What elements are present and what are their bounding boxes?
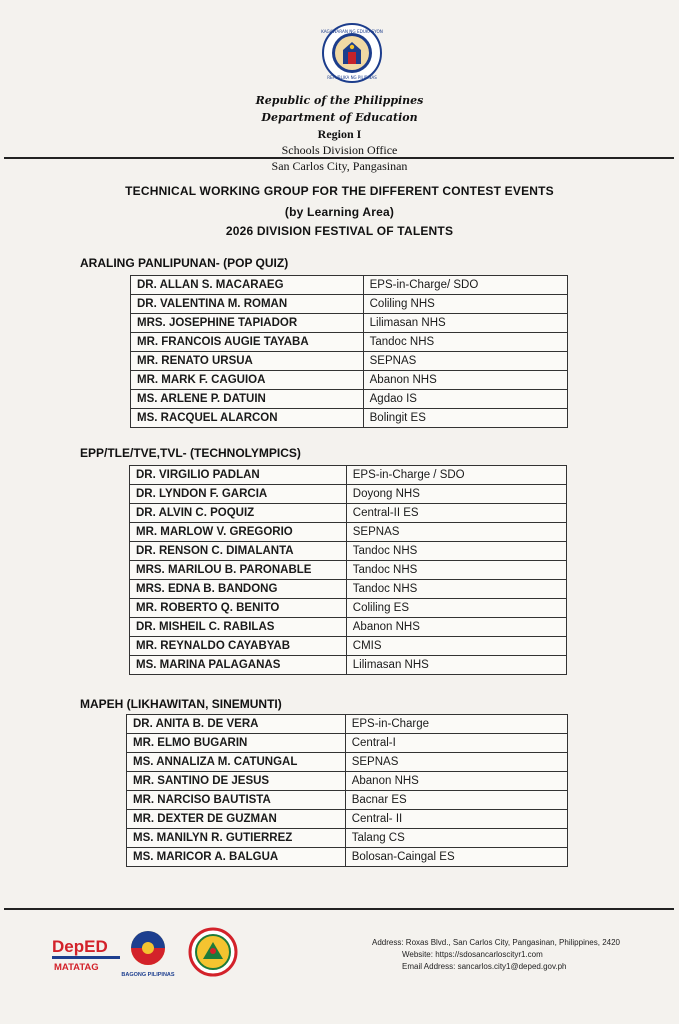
member-assignment: Central- II <box>345 810 567 829</box>
table-row <box>130 523 567 542</box>
member-name: MR. ROBERTO Q. BENITO <box>130 599 347 618</box>
table-row <box>130 561 567 580</box>
member-assignment: CMIS <box>346 637 566 656</box>
table-row <box>127 734 568 753</box>
header-divider <box>4 157 674 159</box>
deped-matatag-logo <box>52 937 120 973</box>
table-row <box>127 791 568 810</box>
bagong-pilipinas-logo <box>121 931 175 978</box>
member-assignment: Abanon NHS <box>363 371 567 390</box>
member-name: MS. RACQUEL ALARCON <box>131 409 364 428</box>
member-assignment: Abanon NHS <box>346 618 566 637</box>
member-assignment: Coliling NHS <box>363 295 567 314</box>
footer-email: Email Address: sancarlos.city1@deped.gov.ph <box>402 962 567 971</box>
member-name: MR. ELMO BUGARIN <box>127 734 346 753</box>
member-assignment: Lilimasan NHS <box>346 656 566 675</box>
section-heading-mapeh: MAPEH (LIKHAWITAN, SINEMUNTI) <box>80 697 282 711</box>
member-assignment: EPS-in-Charge / SDO <box>346 466 566 485</box>
member-name: MR. SANTINO DE JESUS <box>127 772 346 791</box>
member-name: DR. MISHEIL C. RABILAS <box>130 618 347 637</box>
member-assignment: Tandoc NHS <box>363 333 567 352</box>
member-name: MRS. EDNA B. BANDONG <box>130 580 347 599</box>
member-assignment: Tandoc NHS <box>346 561 566 580</box>
member-name: DR. ALVIN C. POQUIZ <box>130 504 347 523</box>
header-department: Department of Education <box>261 111 418 124</box>
doc-title-line2: (by Learning Area) <box>284 205 395 219</box>
table-row <box>130 637 567 656</box>
member-name: MS. ANNALIZA M. CATUNGAL <box>127 753 346 772</box>
table-row <box>130 504 567 523</box>
section-heading-araling-panlipunan: ARALING PANLIPUNAN- (POP QUIZ) <box>80 256 289 270</box>
table-mapeh <box>126 714 568 867</box>
seal-top-text: KAGAWARAN NG EDUKASYON <box>321 29 383 34</box>
member-name: MS. MARINA PALAGANAS <box>130 656 347 675</box>
member-assignment: EPS-in-Charge <box>345 715 567 734</box>
table-row <box>130 485 567 504</box>
member-name: MR. MARK F. CAGUIOA <box>131 371 364 390</box>
member-assignment: Doyong NHS <box>346 485 566 504</box>
member-assignment: Talang CS <box>345 829 567 848</box>
member-name: DR. VIRGILIO PADLAN <box>130 466 347 485</box>
table-row <box>131 333 568 352</box>
member-name: DR. LYNDON F. GARCIA <box>130 485 347 504</box>
table-row <box>130 599 567 618</box>
deped-seal-logo <box>321 22 383 84</box>
bagong-pilipinas-text: BAGONG PILIPINAS <box>121 972 175 978</box>
seal-bottom-text: REPUBLIKA NG PILIPINAS <box>327 75 377 80</box>
table-row <box>127 829 568 848</box>
member-name: DR. ANITA B. DE VERA <box>127 715 346 734</box>
member-name: MR. REYNALDO CAYABYAB <box>130 637 347 656</box>
member-assignment: Agdao IS <box>363 390 567 409</box>
member-name: MS. MANILYN R. GUTIERREZ <box>127 829 346 848</box>
table-row <box>127 810 568 829</box>
table-row <box>131 352 568 371</box>
member-assignment: Bacnar ES <box>345 791 567 810</box>
member-assignment: SEPNAS <box>363 352 567 371</box>
table-row <box>131 371 568 390</box>
table-row <box>131 314 568 333</box>
table-row <box>127 715 568 734</box>
member-name: MR. NARCISO BAUTISTA <box>127 791 346 810</box>
member-assignment: Bolingit ES <box>363 409 567 428</box>
header-city: San Carlos City, Pangasinan <box>271 159 408 173</box>
member-assignment: Central-I <box>345 734 567 753</box>
member-assignment: SEPNAS <box>346 523 566 542</box>
member-name: DR. RENSON C. DIMALANTA <box>130 542 347 561</box>
member-assignment: Central-II ES <box>346 504 566 523</box>
member-name: MR. RENATO URSUA <box>131 352 364 371</box>
member-name: DR. ALLAN S. MACARAEG <box>131 276 364 295</box>
table-row <box>131 390 568 409</box>
header-region: Region I <box>317 127 362 141</box>
table-row <box>130 580 567 599</box>
table-row <box>127 848 568 867</box>
member-assignment: Tandoc NHS <box>346 542 566 561</box>
section-heading-technolympics: EPP/TLE/TVE,TVL- (TECHNOLYMPICS) <box>80 446 301 460</box>
member-assignment: Bolosan-Caingal ES <box>345 848 567 867</box>
member-assignment: Lilimasan NHS <box>363 314 567 333</box>
table-row <box>130 618 567 637</box>
member-name: MRS. MARILOU B. PARONABLE <box>130 561 347 580</box>
doc-title-line3: 2026 DIVISION FESTIVAL OF TALENTS <box>225 224 454 238</box>
header-office: Schools Division Office <box>281 143 398 157</box>
member-assignment: EPS-in-Charge/ SDO <box>363 276 567 295</box>
table-row <box>127 772 568 791</box>
member-name: MR. MARLOW V. GREGORIO <box>130 523 347 542</box>
table-technolympics <box>129 465 567 675</box>
division-seal-logo <box>190 929 236 975</box>
member-name: DR. VALENTINA M. ROMAN <box>131 295 364 314</box>
table-row <box>131 276 568 295</box>
member-assignment: Coliling ES <box>346 599 566 618</box>
deped-wordmark: DepED <box>52 937 108 956</box>
table-araling-panlipunan <box>130 275 568 428</box>
member-assignment: Tandoc NHS <box>346 580 566 599</box>
doc-title-line1: TECHNICAL WORKING GROUP FOR THE DIFFERENT CONTEST EVENTS <box>125 184 554 198</box>
member-assignment: SEPNAS <box>345 753 567 772</box>
member-name: MR. DEXTER DE GUZMAN <box>127 810 346 829</box>
member-name: MS. MARICOR A. BALGUA <box>127 848 346 867</box>
table-row <box>127 753 568 772</box>
member-assignment: Abanon NHS <box>345 772 567 791</box>
footer-logos <box>50 924 250 984</box>
table-row <box>131 295 568 314</box>
table-row <box>130 656 567 675</box>
matatag-wordmark: MATATAG <box>54 962 99 973</box>
member-name: MRS. JOSEPHINE TAPIADOR <box>131 314 364 333</box>
table-row <box>130 466 567 485</box>
header-republic: Republic of the Philippines <box>255 94 424 107</box>
footer-website: Website: https://sdosancarloscityr1.com <box>402 950 543 959</box>
member-name: MS. ARLENE P. DATUIN <box>131 390 364 409</box>
member-name: MR. FRANCOIS AUGIE TAYABA <box>131 333 364 352</box>
footer-address: Address: Roxas Blvd., San Carlos City, Pangasinan, Philippines, 2420 <box>372 938 620 947</box>
table-row <box>130 542 567 561</box>
footer-divider <box>4 908 674 910</box>
table-row <box>131 409 568 428</box>
